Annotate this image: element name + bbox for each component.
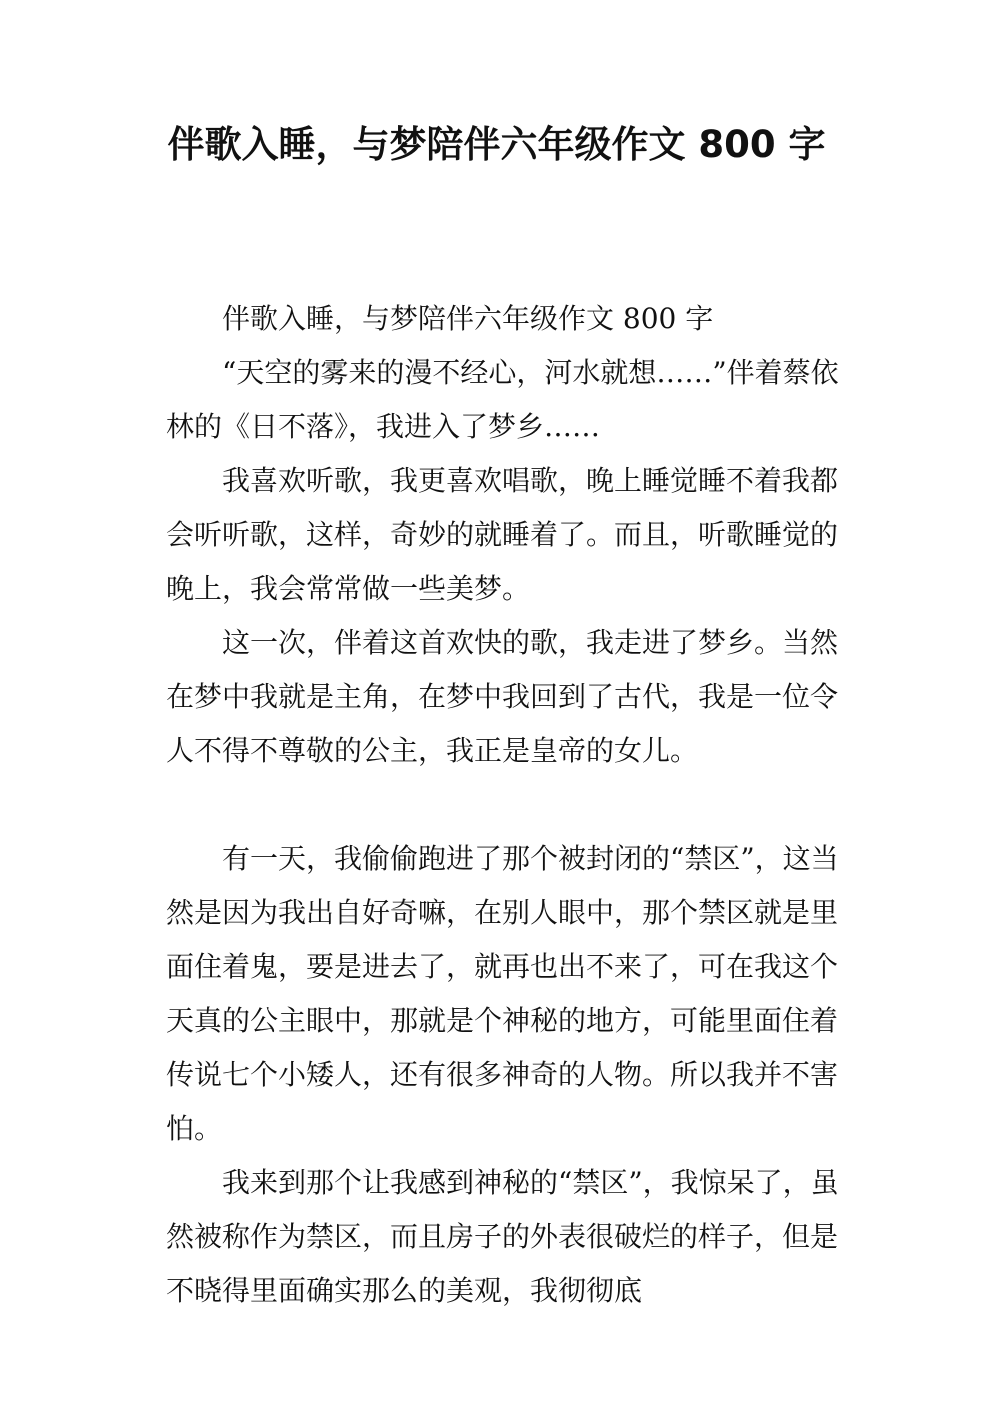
paragraph-forbidden-zone: 有一天，我偷偷跑进了那个被封闭的“禁区”，这当然是因为我出自好奇嘛，在别人眼中，那个禁区就是里面住着鬼，要是进去了，就再也出不来了，可在我这个天真的公主眼中，那就是个神秘的地方，可能里面住着传说七个小矮人，还有很多神奇的人物。所以我并不害怕。 (166, 842, 839, 1145)
document-title: 伴歌入睡，与梦陪伴六年级作文 800 字 (167, 123, 826, 166)
paragraph-lyrics: “天空的雾来的漫不经心，河水就想……”伴着蔡依林的《日不落》，我进入了梦乡…… (166, 356, 839, 443)
paragraph-subtitle: 伴歌入睡，与梦陪伴六年级作文 800 字 (222, 302, 714, 335)
paragraph-dream-princess: 这一次，伴着这首欢快的歌，我走进了梦乡。当然在梦中我就是主角，在梦中我回到了古代，我是一位令人不得不尊敬的公主，我正是皇帝的女儿。 (166, 626, 839, 767)
document-body (166, 292, 846, 1318)
paragraph-listening: 我喜欢听歌，我更喜欢唱歌，晚上睡觉睡不着我都会听听歌，这样，奇妙的就睡着了。而且，听歌睡觉的晚上，我会常常做一些美梦。 (166, 464, 839, 605)
paragraph-arrival: 我来到那个让我感到神秘的“禁区”，我惊呆了，虽然被称作为禁区，而且房子的外表很破烂的样子，但是不晓得里面确实那么的美观，我彻彻底 (166, 1166, 839, 1307)
